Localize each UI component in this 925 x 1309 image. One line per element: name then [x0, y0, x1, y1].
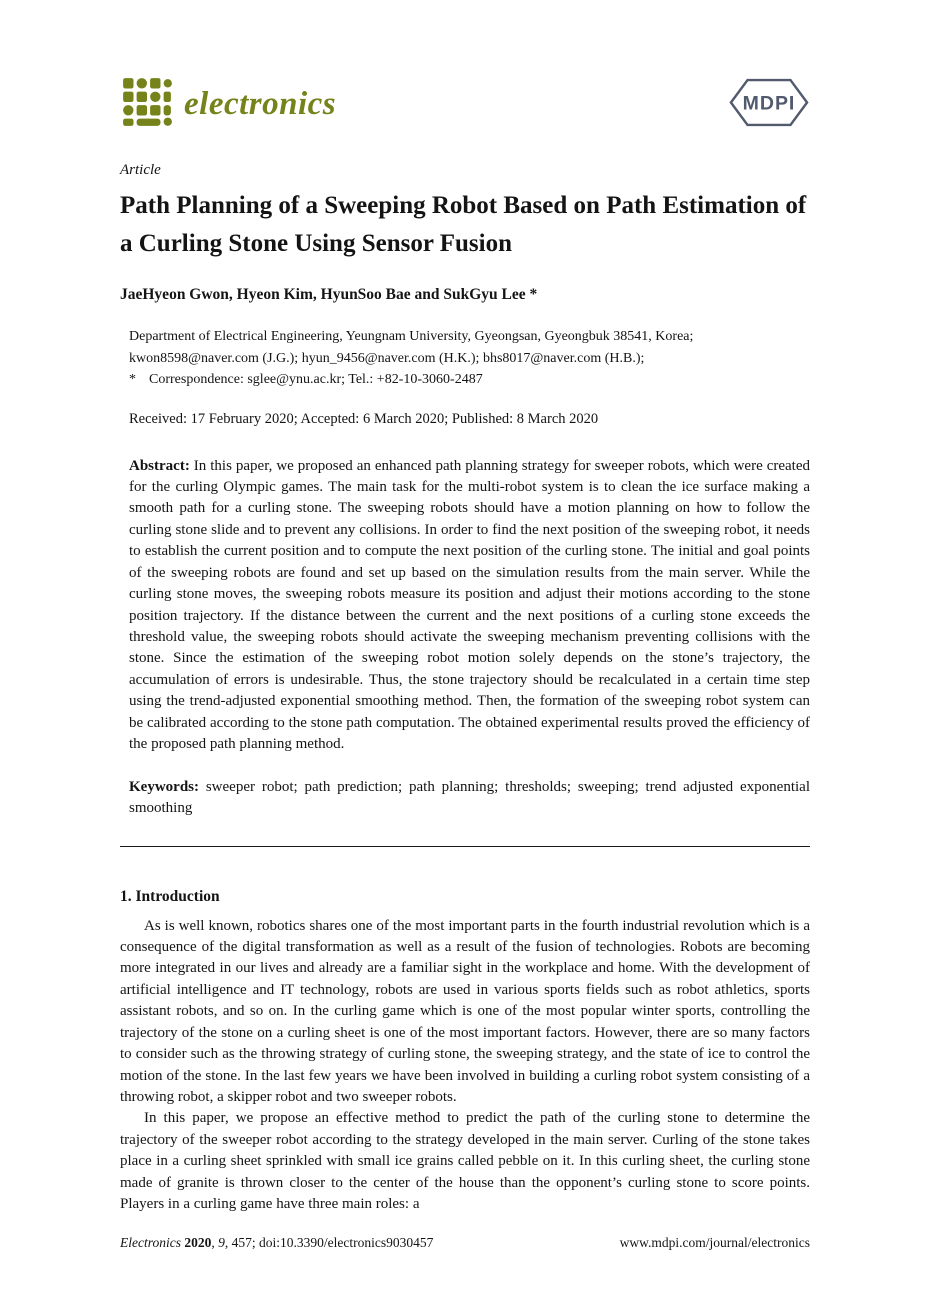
abstract-block	[120, 456, 810, 820]
footer-journal-name: Electronics	[120, 1235, 181, 1250]
keywords-text: sweeper robot; path prediction; path planning; thresholds; sweeping; trend adjusted exponential smoothing	[129, 778, 810, 817]
affiliation-block	[120, 326, 810, 431]
correspondence-asterisk: *	[129, 372, 136, 388]
footer-year: 2020	[184, 1235, 212, 1250]
page-footer	[120, 1235, 810, 1251]
section-divider	[120, 846, 810, 847]
footer-separator: ,	[211, 1235, 219, 1250]
journal-name: electronics	[184, 86, 337, 122]
authors-line: JaeHyeon Gwon, Hyeon Kim, HyunSoo Bae and SukGyu Lee *	[120, 286, 538, 303]
intro-paragraph-2: In this paper, we propose an effective method to predict the path of the curling stone to determine the trajectory of the sweeper robot according to the strategy developed in the main server. Curling of the stone takes place in a curling sheet sprinkled with small ice grains called pebble on it. In this curling sheet, the curling stone made of granite is thrown closer to the center of the house than the opponent’s curling stone to score points. Players in a curling game have three main roles: a	[120, 1110, 810, 1213]
dates-line: Received: 17 February 2020; Accepted: 6 March 2020; Published: 8 March 2020	[129, 411, 599, 428]
affiliation-line-1: Department of Electrical Engineering, Yeungnam University, Gyeongsan, Gyeongbuk 38541, Korea;	[129, 329, 694, 344]
abstract-text: In this paper, we proposed an enhanced path planning strategy for sweeper robots, which were created for the curling Olympic games. The main task for the multi-robot system is to clean the ice surface making a smooth path for a curling stone. The sweeping robots should have a motion planning on how to follow the curling stone slide and to prevent any collisions. In order to find the next position of the sweeping robot, it needs to establish the current position and to compute the next position of the curling stone. The initial and goal points of the sweeping robots are found and set up based on the simulation results from the main server. While the curling stone moves, the sweeping robots measure its position and adjust their motions according to the stone position trajectory. If the distance between the current and the next positions of a curling stone exceeds the threshold value, the sweeping robots should activate the sweeping mechanism preventing collisions with the stone. Since the estimation of the sweeping robot motion solely depends on the stone’s trajectory, the accumulation of errors is undesirable. Thus, the stone trajectory should be recalculated in a certain time step using the trend-adjusted exponential smoothing method. Then, the formation of the sweeping robot system can be calibrated according to the stone path computation. The obtained experimental results proved the efficiency of the proposed path planning method.	[129, 457, 810, 753]
footer-citation	[120, 1235, 433, 1251]
footer-volume: 9	[218, 1235, 225, 1250]
electronics-logo	[120, 75, 336, 134]
abstract-paragraph	[129, 456, 810, 756]
keywords-label: Keywords:	[129, 778, 199, 795]
keywords-paragraph	[129, 777, 810, 820]
abstract-label: Abstract:	[129, 457, 190, 474]
article-title: Path Planning of a Sweeping Robot Based on Path Estimation of a Curling Stone Using Sensor Fusion	[120, 192, 807, 257]
article-type-label: Article	[120, 162, 161, 178]
intro-paragraph-1: As is well known, robotics shares one of the most important parts in the fourth industrial revolution which is a consequence of the digital transformation as well as a result of the fusion of technologies. Robots are becoming more integrated in our lives and already are a familiar sight in the workplace and home. With the development of artificial intelligence and IT technology, robots are used in various sports fields such as robot athletics, sports assistant robots, and so on. In the curling game which is one of the most popular winter sports, controlling the trajectory of the stone on a curling sheet is one of the most important factors. However, there are so many factors to consider such as the throwing strategy of curling stone, the sweeping strategy, and the state of ice to control the motion of the stone. In the last few years we have been involved in building a curling robot system consisting of a throwing robot, a skipper robot and two sweeper robots.	[120, 917, 810, 1106]
mdpi-logo	[728, 77, 810, 133]
correspondence-text: Correspondence: sglee@ynu.ac.kr; Tel.: +82-10-3060-2487	[149, 372, 483, 388]
mdpi-wordmark: MDPI	[742, 92, 796, 115]
electronics-logo-icon	[120, 75, 174, 134]
masthead	[120, 75, 810, 134]
footer-website[interactable]: www.mdpi.com/journal/electronics	[619, 1235, 810, 1250]
section-heading-introduction: 1. Introduction	[120, 887, 220, 905]
correspondence-line	[129, 369, 810, 391]
footer-doi: , 457; doi:10.3390/electronics9030457	[224, 1235, 434, 1250]
affiliation-line-2: kwon8598@naver.com (J.G.); hyun_9456@naver.com (H.K.); bhs8017@naver.com (H.B.);	[129, 350, 645, 366]
